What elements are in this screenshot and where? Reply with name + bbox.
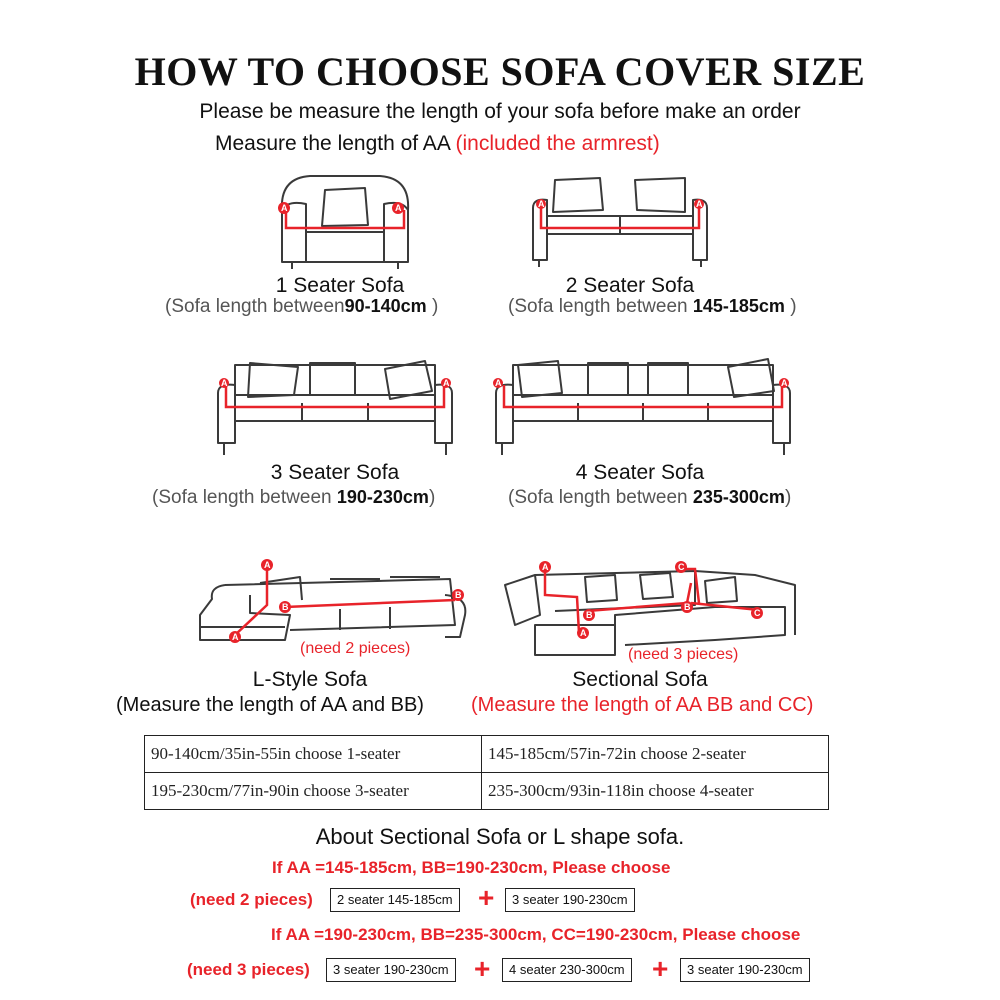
four-seater-illustration xyxy=(488,355,798,460)
rule2-box-3: 3 seater 190-230cm xyxy=(680,958,810,982)
one-seater-illustration xyxy=(270,170,420,270)
measure-prefix: Measure the length of AA xyxy=(215,132,450,155)
l-style-name: L-Style Sofa xyxy=(252,668,368,691)
svg-text:A: A xyxy=(580,628,587,638)
table-cell: 235-300cm/93in-118in choose 4-seater xyxy=(482,773,829,810)
svg-text:A: A xyxy=(696,199,703,209)
l-style-note: (need 2 pieces) xyxy=(300,640,411,657)
svg-text:A: A xyxy=(281,203,288,213)
sofa-range-4-seater: (Sofa length between 235-300cm) xyxy=(508,487,792,508)
svg-text:C: C xyxy=(678,562,685,572)
about-heading: About Sectional Sofa or L shape sofa. xyxy=(315,824,685,849)
sofa-name-4-seater: 4 Seater Sofa xyxy=(575,461,705,484)
svg-text:B: B xyxy=(282,602,289,612)
sofa-range-2-seater: (Sofa length between 145-185cm ) xyxy=(508,296,797,317)
l-style-measure: (Measure the length of AA and BB) xyxy=(116,694,424,716)
rule2-pieces: (need 3 pieces) xyxy=(187,960,310,979)
svg-text:A: A xyxy=(443,378,450,388)
sectional-name: Sectional Sofa xyxy=(572,668,708,691)
svg-text:A: A xyxy=(232,632,239,642)
svg-text:C: C xyxy=(754,608,761,618)
table-cell: 145-185cm/57in-72in choose 2-seater xyxy=(482,736,829,773)
sofa-name-1-seater: 1 Seater Sofa xyxy=(275,274,405,297)
rule1-condition: If AA =145-185cm, BB=190-230cm, Please choose xyxy=(272,858,671,877)
svg-text:A: A xyxy=(264,560,271,570)
svg-text:A: A xyxy=(781,378,788,388)
plus-icon: + xyxy=(652,953,669,984)
table-cell: 90-140cm/35in-55in choose 1-seater xyxy=(145,736,482,773)
two-seater-illustration xyxy=(525,168,715,268)
svg-text:A: A xyxy=(221,378,228,388)
plus-icon: + xyxy=(474,953,491,984)
sofa-name-3-seater: 3 Seater Sofa xyxy=(270,461,400,484)
plus-icon: + xyxy=(478,882,495,913)
rule2-box-2: 4 seater 230-300cm xyxy=(502,958,632,982)
three-seater-illustration xyxy=(210,355,460,460)
sofa-range-1-seater: (Sofa length between90-140cm ) xyxy=(165,296,439,317)
table-row xyxy=(145,736,829,773)
measure-suffix: (included the armrest) xyxy=(455,132,660,155)
size-table xyxy=(144,735,829,810)
rule2-condition: If AA =190-230cm, BB=235-300cm, CC=190-230cm, Please choose xyxy=(271,925,801,944)
rule2-box-1: 3 seater 190-230cm xyxy=(326,958,456,982)
rule1-box-1: 2 seater 145-185cm xyxy=(330,888,460,912)
sofa-range-3-seater: (Sofa length between 190-230cm) xyxy=(152,487,436,508)
rule1-pieces: (need 2 pieces) xyxy=(190,890,313,909)
svg-text:A: A xyxy=(538,199,545,209)
sofa-name-2-seater: 2 Seater Sofa xyxy=(565,274,695,297)
rule1-box-2: 3 seater 190-230cm xyxy=(505,888,635,912)
svg-text:B: B xyxy=(455,590,462,600)
sectional-note: (need 3 pieces) xyxy=(628,646,739,663)
svg-text:A: A xyxy=(495,378,502,388)
svg-text:A: A xyxy=(395,203,402,213)
sectional-measure: (Measure the length of AA BB and CC) xyxy=(471,694,814,716)
instruction-text: Please be measure the length of your sofa before make an order xyxy=(199,100,801,123)
measure-instruction xyxy=(215,132,660,156)
page-title: HOW TO CHOOSE SOFA COVER SIZE xyxy=(134,49,866,94)
svg-text:B: B xyxy=(586,610,593,620)
table-cell: 195-230cm/77in-90in choose 3-seater xyxy=(145,773,482,810)
svg-text:B: B xyxy=(684,602,691,612)
svg-text:A: A xyxy=(542,562,549,572)
table-row xyxy=(145,773,829,810)
